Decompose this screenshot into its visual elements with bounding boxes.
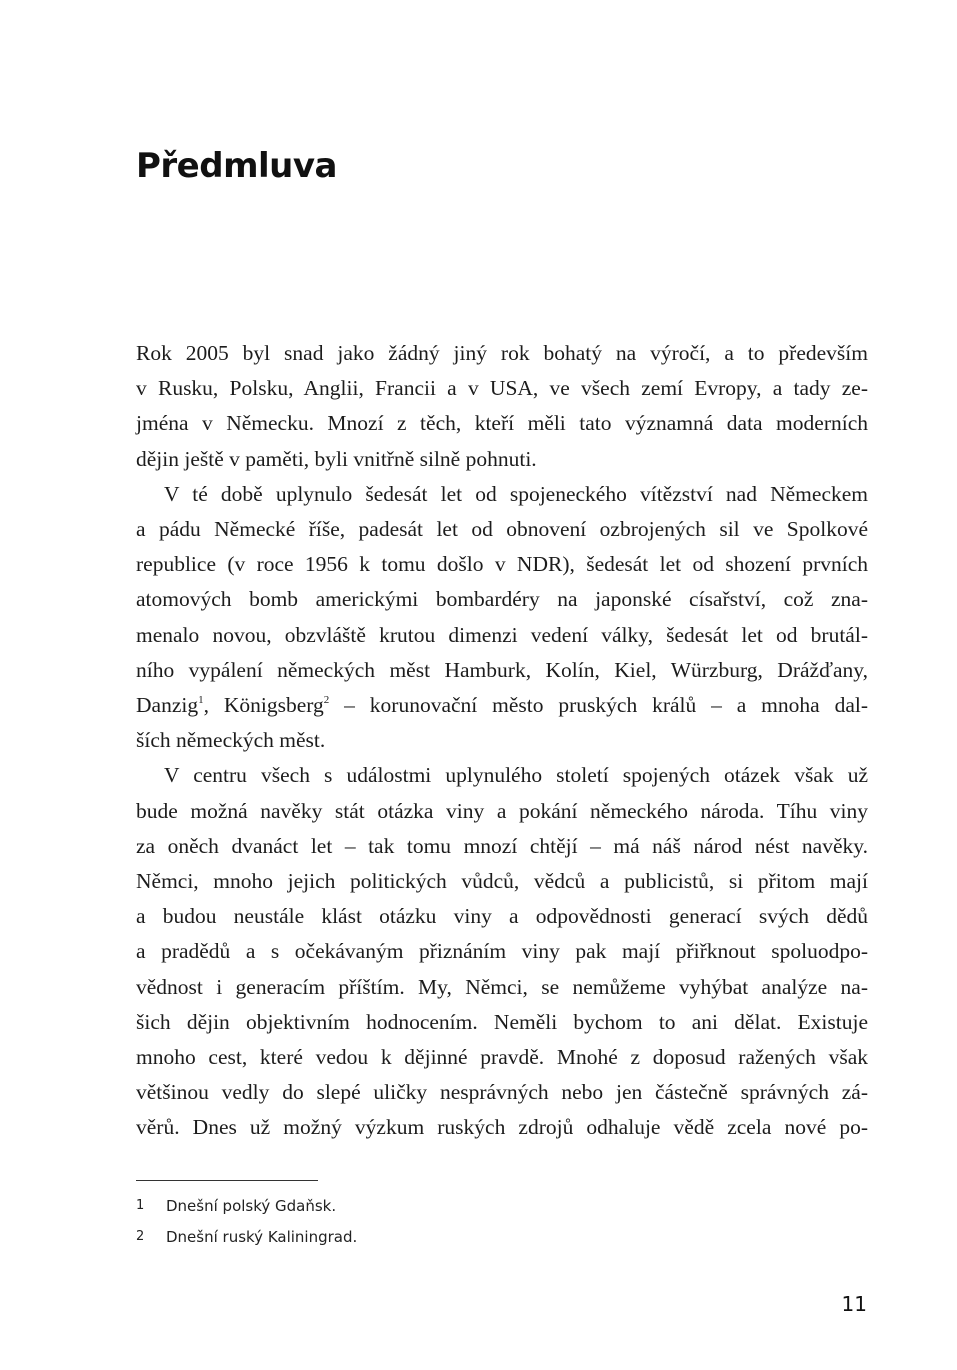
text-line: šich dějin objektivním hodnocením. Neměli bychom to ani dělat. Existuje (136, 1009, 868, 1034)
page-number: 11 (841, 1292, 867, 1316)
text-line-with-footnote-refs (136, 688, 868, 723)
text-line: jména v Německu. Mnozí z těch, kteří měli tato významná data moderních (136, 411, 868, 436)
text-line: bude možná navěky stát otázka viny a pokání německého národa. Tíhu viny (136, 798, 868, 823)
footnote-divider (136, 1180, 318, 1181)
text-line: věrů. Dnes už možný výzkum ruských zdrojů odhaluje vědě zcela nové po- (136, 1115, 868, 1140)
footnote-number: 2 (136, 1229, 145, 1244)
text-line: republice (v roce 1956 k tomu došlo v NDR), šedesát let od shození prvních (136, 552, 868, 577)
text-line: menalo novou, obzvláště krutou dimenzi vedení války, šedesát let od brutál- (136, 622, 868, 647)
text-fragment: Danzig (136, 693, 199, 718)
text-line: Rok 2005 byl snad jako žádný jiný rok bohatý na výročí, a to především (136, 341, 868, 365)
text-line: a pádu Německé říše, padesát let od obnovení ozbrojených sil ve Spolkové (136, 517, 868, 542)
text-line: za oněch dvanáct let – tak tomu mnozí chtějí – má náš národ nést navěky. (136, 833, 868, 858)
footnote-ref-1[interactable]: 1 (198, 694, 204, 707)
text-line: V centru všech s událostmi uplynulého století spojených otázek však už (164, 763, 868, 788)
footnote-text: Dnešní ruský Kaliningrad. (166, 1228, 358, 1246)
footnote-ref-2[interactable]: 2 (323, 694, 330, 707)
paragraph-1 (136, 336, 868, 477)
text-line: ších německých měst. (136, 728, 326, 753)
chapter-title: Předmluva (136, 146, 337, 186)
text-fragment: , Königsberg (203, 693, 324, 718)
text-line: vědnost i generacím příštím. My, Němci, se nemůžeme vyhýbat analýze na- (136, 974, 868, 999)
text-line: ního vypálení německých měst Hamburk, Kolín, Kiel, Würzburg, Drážďany, (136, 657, 868, 682)
body-text (136, 336, 868, 1146)
footnote-text: Dnešní polský Gdaňsk. (166, 1197, 337, 1215)
text-fragment: – korunovační město pruských králů – a mnoha dal- (329, 693, 868, 718)
paragraph-2 (136, 477, 868, 759)
text-line: a budou neustále klást otázku viny a odpovědnosti generací svých dědů (136, 904, 868, 929)
text-line: a pradědů a s očekávaným přiznáním viny pak mají přiřknout spoluodpo- (136, 939, 868, 964)
text-line: mnoho cest, které vedou k dějinné pravdě. Mnohé z doposud ražených však (136, 1045, 868, 1070)
text-line: V té době uplynulo šedesát let od spojeneckého vítězství nad Německem (164, 481, 868, 506)
text-line: Němci, mnoho jejich politických vůdců, vědců a publicistů, si přitom mají (136, 869, 868, 894)
text-line: většinou vedly do slepé uličky nesprávných nebo jen částečně správných zá- (136, 1080, 868, 1105)
text-line: v Rusku, Polsku, Anglii, Francii a v USA, ve všech zemí Evropy, a tady ze- (136, 376, 868, 401)
footnote-number: 1 (136, 1198, 145, 1213)
text-line: atomových bomb americkými bombardéry na japonské císařství, což zna- (136, 587, 868, 612)
footnote-1 (136, 1194, 357, 1225)
footnote-2 (136, 1225, 357, 1256)
footnotes (136, 1194, 357, 1256)
text-line: dějin ještě v paměti, byli vnitřně silně pohnuti. (136, 446, 537, 471)
paragraph-3 (136, 758, 868, 1145)
